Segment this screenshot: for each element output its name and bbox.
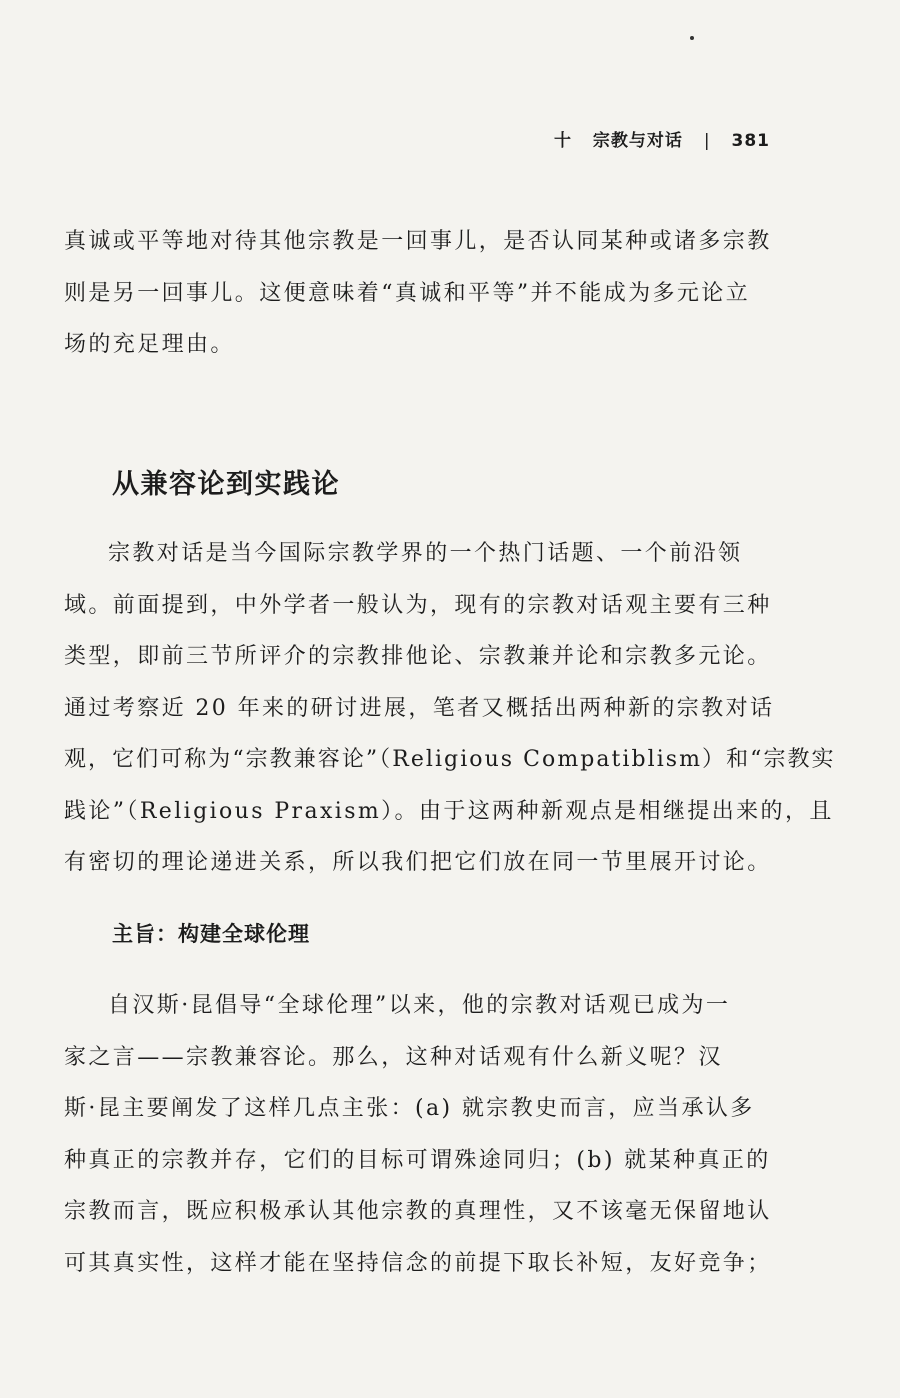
text-line: 宗教而言，既应积极承认其他宗教的真理性，又不该毫无保留地认	[64, 1199, 772, 1224]
text-line: 家之言——宗教兼容论。那么，这种对话观有什么新义呢？汉	[64, 1044, 723, 1070]
text-line: 观，它们可称为“宗教兼容论”（Religious Compatiblism）和“宗教实	[64, 747, 836, 772]
text-line: 自汉斯·昆倡导“全球伦理”以来，他的宗教对话观已成为一	[108, 993, 731, 1018]
paragraph-1	[64, 216, 838, 371]
text-line: 场的充足理由。	[64, 332, 235, 357]
text-line: 真诚或平等地对待其他宗教是一回事儿，是否认同某种或诸多宗教	[64, 229, 772, 254]
text-line: 可其真实性，这样才能在坚持信念的前提下取长补短，友好竞争；	[64, 1250, 772, 1276]
text-line: 类型，即前三节所评介的宗教排他论、宗教兼并论和宗教多元论。	[64, 644, 772, 669]
text-line: 践论”（Religious Praxism）。由于这两种新观点是相继提出来的，且	[64, 798, 834, 824]
paragraph-2	[64, 528, 838, 889]
text-line: 域。前面提到，中外学者一般认为，现有的宗教对话观主要有三种	[64, 592, 772, 618]
text-line: 宗教对话是当今国际宗教学界的一个热门话题、一个前沿领	[108, 541, 743, 566]
text-line: 通过考察近 20 年来的研讨进展，笔者又概括出两种新的宗教对话	[64, 695, 775, 721]
subsection-heading: 主旨：构建全球伦理	[112, 922, 310, 946]
text-line: 则是另一回事儿。这便意味着“真诚和平等”并不能成为多元论立	[64, 280, 751, 306]
section-heading: 从兼容论到实践论	[112, 469, 340, 500]
chapter-number: 十	[554, 131, 572, 151]
speck-mark	[690, 36, 694, 40]
page-number: 381	[731, 131, 770, 151]
chapter-title: 宗教与对话	[592, 131, 683, 151]
header-separator: |	[703, 131, 711, 151]
running-header	[554, 126, 770, 151]
paragraph-3	[64, 980, 838, 1289]
text-line: 斯·昆主要阐发了这样几点主张：(a) 就宗教史而言，应当承认多	[64, 1096, 755, 1121]
text-line: 种真正的宗教并存，它们的目标可谓殊途同归；(b) 就某种真正的	[64, 1147, 771, 1173]
text-line: 有密切的理论递进关系，所以我们把它们放在同一节里展开讨论。	[64, 850, 772, 875]
